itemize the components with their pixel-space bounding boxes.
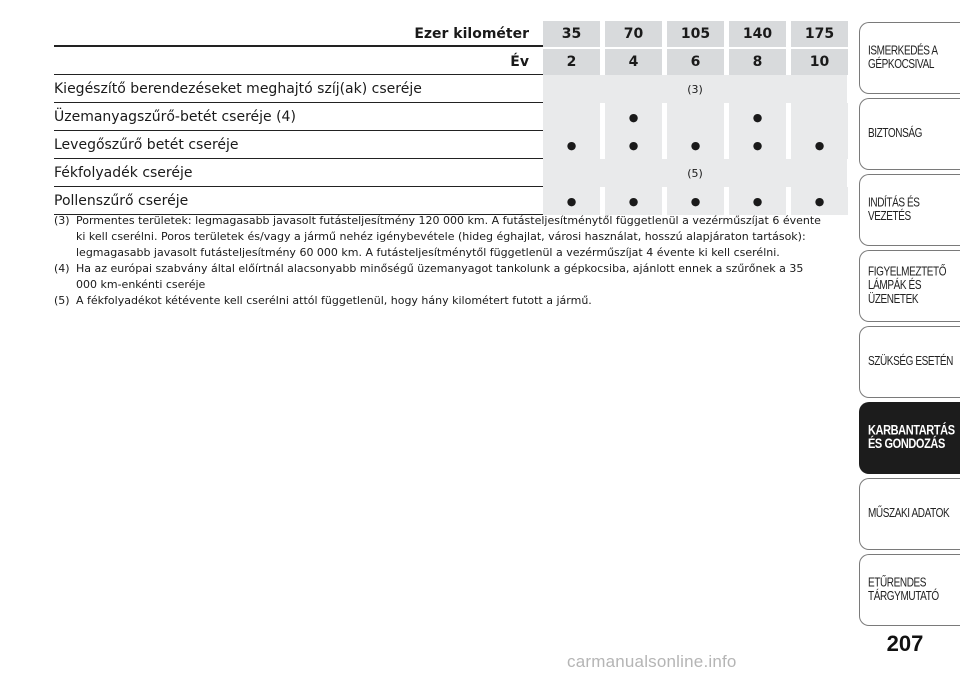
- interval-cell: ●: [605, 187, 662, 215]
- year-header-cell: 8: [729, 49, 786, 75]
- interval-cell: ●: [729, 187, 786, 215]
- section-tab-label: ETŰRENDES TÁRGYMUTATÓ: [868, 576, 939, 604]
- interval-cell: ●: [543, 187, 600, 215]
- section-tab-label: BIZTONSÁG: [868, 127, 923, 141]
- row-label: Üzemanyagszűrő-betét cseréje (4): [54, 109, 296, 125]
- section-tab[interactable]: [859, 478, 960, 550]
- year-header-cell: 4: [605, 49, 662, 75]
- row-label: Levegőszűrő betét cseréje: [54, 137, 239, 153]
- year-header-cell: 6: [667, 49, 724, 75]
- merged-cell: (5): [543, 159, 847, 187]
- section-tab[interactable]: [859, 326, 960, 398]
- interval-cell: ●: [791, 187, 848, 215]
- km-header-row: [54, 21, 847, 47]
- row-cells: [543, 187, 847, 215]
- row-cells: [543, 103, 847, 131]
- page-number: 207: [886, 631, 924, 656]
- interval-cell: ●: [791, 131, 848, 159]
- footnote: [54, 293, 824, 309]
- table-row: [54, 187, 847, 215]
- table-body: [54, 75, 847, 215]
- year-header-cell: 10: [791, 49, 848, 75]
- section-tab-label: MŰSZAKI ADATOK: [868, 507, 950, 521]
- km-header-cell: 70: [605, 21, 662, 47]
- watermark: carmanualsonline.info: [567, 652, 737, 671]
- footnotes: [54, 213, 824, 309]
- row-cells: [543, 159, 847, 187]
- section-tab-label: ISMERKEDÉS A GÉPKOCSIVAL: [868, 44, 938, 72]
- km-header-cells: [543, 21, 847, 47]
- maintenance-table: [54, 21, 847, 215]
- interval-cell: [667, 103, 724, 131]
- footnote: [54, 213, 824, 261]
- year-header-label: Év: [510, 54, 529, 70]
- km-header-label: Ezer kilométer: [414, 26, 529, 42]
- table-row: [54, 75, 847, 103]
- interval-cell: ●: [729, 131, 786, 159]
- interval-cell: ●: [667, 131, 724, 159]
- section-tab[interactable]: [859, 98, 960, 170]
- table-row: [54, 103, 847, 131]
- interval-cell: [791, 103, 848, 131]
- section-tab-label: KARBANTARTÁS ÉS GONDOZÁS: [868, 423, 955, 452]
- row-cells: [543, 131, 847, 159]
- merged-cell: (3): [543, 75, 847, 103]
- section-tab-label: SZÜKSÉG ESETÉN: [868, 355, 953, 369]
- section-tab[interactable]: [859, 174, 960, 246]
- header-divider: [54, 45, 543, 47]
- year-header-cells: [543, 49, 847, 75]
- row-label: Kiegészítő berendezéseket meghajtó szíj(ak) cseréje: [54, 81, 422, 97]
- section-tab-label: FIGYELMEZTETŐ LÁMPÁK ÉS ÜZENETEK: [868, 265, 947, 307]
- section-tab-label: INDÍTÁS ÉS VEZETÉS: [868, 196, 920, 224]
- km-header-cell: 35: [543, 21, 600, 47]
- year-header-row: [54, 49, 847, 75]
- km-header-cell: 175: [791, 21, 848, 47]
- section-tab[interactable]: [859, 554, 960, 626]
- year-header-cell: 2: [543, 49, 600, 75]
- section-tab[interactable]: [859, 22, 960, 94]
- footnote-number: (5): [54, 294, 70, 307]
- interval-cell: ●: [605, 103, 662, 131]
- footnote-text: Ha az európai szabvány által előírtnál alacsonyabb minőségű üzemanyagot tankolunk a gépkocsiba, ajánlott ennek a szűrőnek a 35 000 km-enkénti cseréje: [76, 262, 804, 291]
- footnote-number: (4): [54, 262, 70, 275]
- row-label: Pollenszűrő cseréje: [54, 193, 189, 209]
- table-row: [54, 131, 847, 159]
- km-header-cell: 140: [729, 21, 786, 47]
- km-header-cell: 105: [667, 21, 724, 47]
- interval-cell: [543, 103, 600, 131]
- interval-cell: ●: [543, 131, 600, 159]
- footnote-text: A fékfolyadékot kétévente kell cserélni attól függetlenül, hogy hány kilométert futott a jármű.: [76, 294, 592, 307]
- row-label: Fékfolyadék cseréje: [54, 165, 193, 181]
- table-row: [54, 159, 847, 187]
- footnote-number: (3): [54, 214, 70, 227]
- footnote: [54, 261, 824, 293]
- section-tab[interactable]: [859, 250, 960, 322]
- section-tab[interactable]: [859, 402, 960, 474]
- interval-cell: ●: [729, 103, 786, 131]
- interval-cell: ●: [667, 187, 724, 215]
- interval-cell: ●: [605, 131, 662, 159]
- footnote-text: Pormentes területek: legmagasabb javasolt futásteljesítmény 120 000 km. A futásteljesítménytől függetlenül a vezérműszíjat 6 évente ki kell cserélni. Poros területek és/vagy a jármű nehéz igénybevétele (hideg éghajlat, városi használat, hosszú alapjáraton tartások): legmagasabb javasolt futásteljesítmény 60 000 km. A futásteljesítménytől függetlenül a vezérműszíjat 4 évente ki kell cserélni.: [76, 214, 821, 259]
- row-cells: [543, 75, 847, 103]
